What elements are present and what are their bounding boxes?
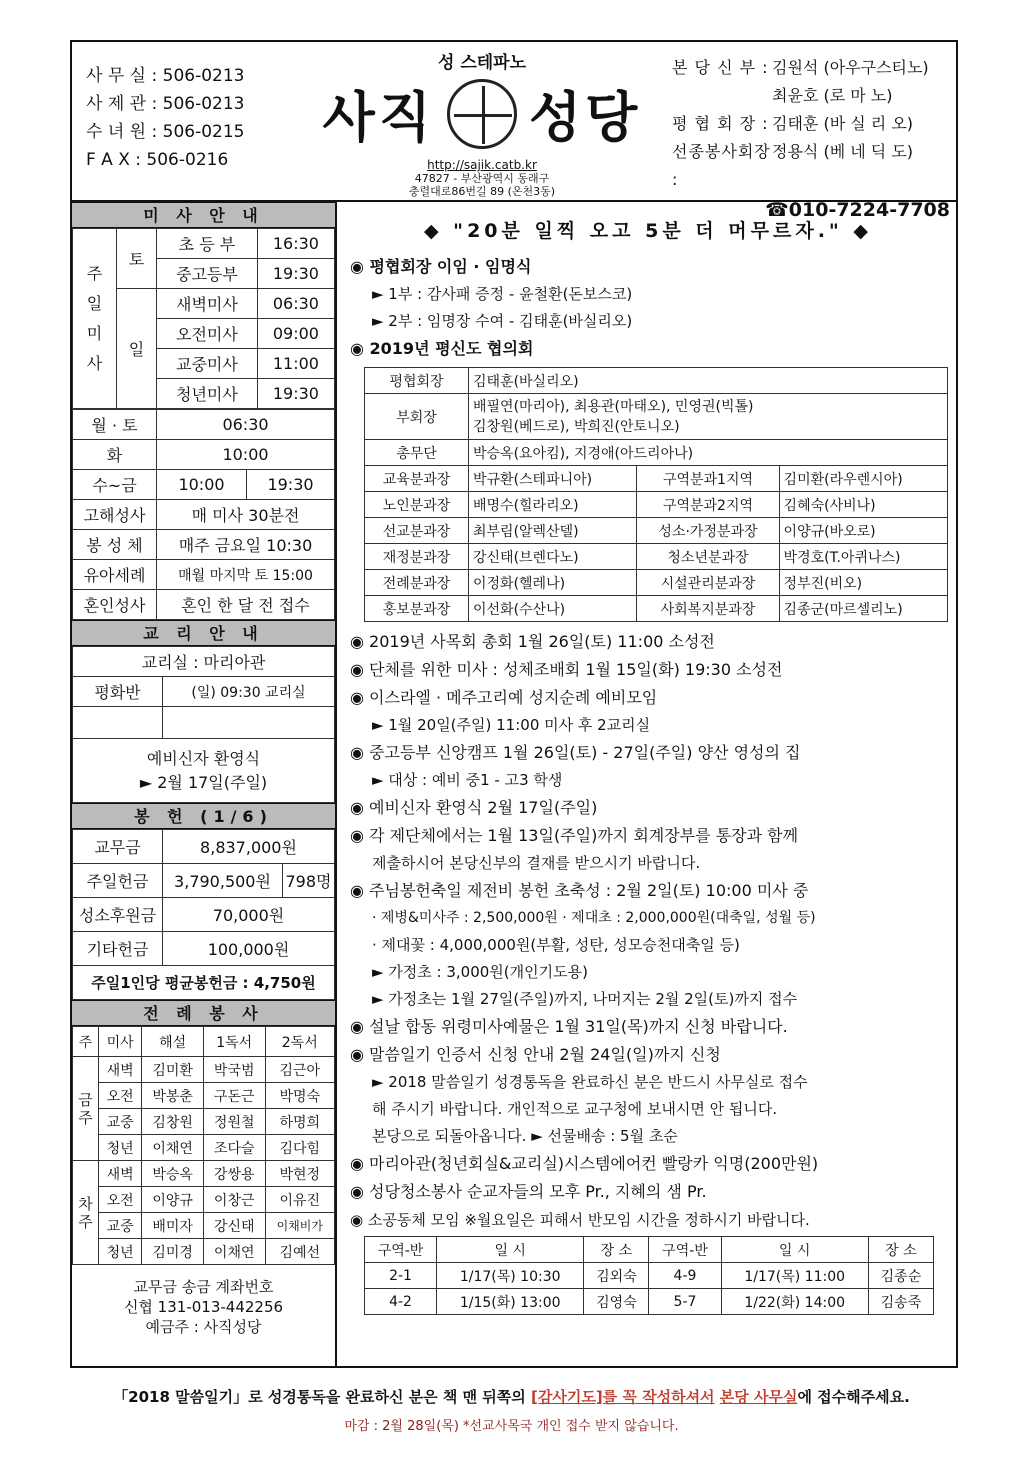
weekday-time: 10:00 xyxy=(157,470,247,500)
notice-sub: ► 2018 말씀일기 성경통독을 완료하신 분은 반드시 사무실로 접수 xyxy=(372,1073,808,1091)
offering-name: 주일헌금 xyxy=(73,864,163,898)
notice-sub: ► 2부 : 임명장 수여 - 김태훈(바실리오) xyxy=(372,312,633,330)
council-member: 이양규(바오로) xyxy=(779,518,947,544)
schedule-cell: 1/15(화) 13:00 xyxy=(437,1289,584,1315)
liturgy-section-title: 전 례 봉 사 xyxy=(72,1000,335,1026)
council-role: 성소·가정분과장 xyxy=(637,518,779,544)
council-row xyxy=(365,518,948,544)
liturgy-server: 김창원 xyxy=(142,1109,204,1135)
schedule-cell: 김영숙 xyxy=(584,1289,649,1315)
contact-list xyxy=(86,62,244,174)
schedule-header: 일 시 xyxy=(437,1237,584,1263)
contact-fax: F A X : 506-0216 xyxy=(86,150,229,170)
liturgy-mass: 새벽 xyxy=(99,1161,142,1187)
council-role: 노인분과장 xyxy=(365,492,469,518)
contact-rectory: 사 제 관 : 506-0213 xyxy=(86,94,245,114)
liturgy-week: 금주 xyxy=(73,1057,99,1161)
liturgy-server: 강쌍용 xyxy=(203,1161,265,1187)
notice-sub: 본당으로 되돌아옵니다. ► 선물배송 : 5월 초순 xyxy=(372,1127,678,1145)
catechism-room: 교리실 : 마리아관 xyxy=(73,647,335,677)
bulletin-page xyxy=(70,40,958,1368)
staff-row: 선종봉사회장 : 정용식 (베 네 딕 도) xyxy=(672,142,914,189)
liturgy-row xyxy=(73,1187,335,1213)
council-role: 선교분과장 xyxy=(365,518,469,544)
average-offering: 주일1인당 평균봉헌금 : 4,750원 xyxy=(73,966,335,1000)
schedule-header: 장 소 xyxy=(868,1237,933,1263)
council-member: 최부림(알렉산델) xyxy=(469,518,637,544)
liturgy-server: 이창근 xyxy=(203,1187,265,1213)
mass-name: 교중미사 xyxy=(157,349,258,379)
schedule-cell: 1/22(화) 14:00 xyxy=(721,1289,868,1315)
mass-name: 초 등 부 xyxy=(157,229,258,259)
council-row xyxy=(365,492,948,518)
staff-list xyxy=(672,54,950,224)
mass-time: 06:30 xyxy=(257,289,334,319)
notice-sub: ► 가정초는 1월 27일(주일)까지, 나머지는 2월 2일(토)까지 접수 xyxy=(372,990,798,1008)
offering-value: 8,837,000원 xyxy=(163,830,335,864)
liturgy-server: 이채연 xyxy=(203,1239,265,1265)
left-column xyxy=(72,202,337,1368)
liturgy-mass: 청년 xyxy=(99,1239,142,1265)
liturgy-header: 해설 xyxy=(142,1027,204,1057)
schedule-row xyxy=(365,1263,934,1289)
notice-item: ◉ 말씀일기 인증서 신청 안내 2월 24일(일)까지 신청 xyxy=(350,1045,721,1064)
council-member: 김태훈(바실리오) xyxy=(469,368,948,394)
schedule-cell: 김종순 xyxy=(868,1263,933,1289)
council-rows xyxy=(365,466,948,622)
weekday-name: 수~금 xyxy=(73,470,157,500)
council-member: 이선화(수산나) xyxy=(469,596,637,622)
liturgy-server: 김근아 xyxy=(265,1057,334,1083)
liturgy-server: 조다슬 xyxy=(203,1135,265,1161)
weekday-name: 화 xyxy=(73,440,157,470)
church-subtitle: 성 스테파노 xyxy=(437,53,527,73)
mass-time: 11:00 xyxy=(257,349,334,379)
council-member: 박승옥(요아킴), 지경애(아드리아나) xyxy=(469,440,948,466)
liturgy-header: 미사 xyxy=(99,1027,142,1057)
liturgy-mass: 교중 xyxy=(99,1213,142,1239)
sacrament-name: 고해성사 xyxy=(73,500,157,530)
mass-time: 16:30 xyxy=(257,229,334,259)
council-role: 평협회장 xyxy=(365,368,469,394)
offering-name: 기타헌금 xyxy=(73,932,163,966)
council-role: 홍보분과장 xyxy=(365,596,469,622)
mass-name: 중고등부 xyxy=(157,259,258,289)
council-row xyxy=(365,466,948,492)
notice-item: ◉ 예비신자 환영식 2월 17일(주일) xyxy=(350,798,598,817)
offering-value: 3,790,500원 xyxy=(163,864,283,898)
notice-item: ◉ 설날 합동 위령미사예물은 1월 31일(목)까지 신청 바랍니다. xyxy=(350,1017,788,1036)
schedule-cell: 1/17(목) 10:30 xyxy=(437,1263,584,1289)
mass-name: 오전미사 xyxy=(157,319,258,349)
weekday-time: 19:30 xyxy=(247,470,335,500)
council-role: 총무단 xyxy=(365,440,469,466)
liturgy-server: 정원철 xyxy=(203,1109,265,1135)
sacrament-name: 유아세례 xyxy=(73,560,157,590)
council-row xyxy=(365,570,948,596)
liturgy-server: 박봉춘 xyxy=(142,1083,204,1109)
mass-time: 19:30 xyxy=(257,379,334,409)
church-title-block xyxy=(302,42,662,198)
schedule-header: 일 시 xyxy=(721,1237,868,1263)
notice-item: ◉ 소공동체 모임 ※월요일은 피해서 반모임 시간을 정하시기 바랍니다. xyxy=(350,1211,810,1229)
website-link[interactable]: http://sajik.catb.kr xyxy=(427,158,537,172)
liturgy-server: 김미경 xyxy=(142,1239,204,1265)
liturgy-server: 김미환 xyxy=(142,1057,204,1083)
liturgy-row xyxy=(73,1109,335,1135)
council-member: 김혜숙(사비나) xyxy=(779,492,947,518)
liturgy-week: 차주 xyxy=(73,1161,99,1265)
catechism-section-title: 교 리 안 내 xyxy=(72,620,335,646)
bank-account: 교무금 송금 계좌번호 신협 131-013-442256 예금주 : 사직성당 xyxy=(123,1278,284,1336)
liturgy-row xyxy=(73,1057,335,1083)
liturgy-row xyxy=(73,1239,335,1265)
council-role: 부회장 xyxy=(365,394,469,440)
offering-name: 성소후원금 xyxy=(73,898,163,932)
staff-row: 평 협 회 장 : 김태훈 (바 실 리 오) xyxy=(672,114,914,133)
notice-item: ◉ 주님봉헌축일 제전비 봉헌 초축성 : 2월 2일(토) 10:00 미사 중 xyxy=(350,881,809,900)
liturgy-mass: 청년 xyxy=(99,1135,142,1161)
council-role: 청소년분과장 xyxy=(637,544,779,570)
council-role: 구역분과1지역 xyxy=(637,466,779,492)
weekday-mass-table xyxy=(72,409,335,620)
council-member: 정부진(비오) xyxy=(779,570,947,596)
weekday-name: 월 · 토 xyxy=(73,410,157,440)
liturgy-server: 이유진 xyxy=(265,1187,334,1213)
liturgy-server: 이채비가 xyxy=(265,1213,334,1239)
notice-item: ◉ 2019년 사목회 총회 1월 26일(토) 11:00 소성전 xyxy=(350,632,715,651)
offering-name: 교무금 xyxy=(73,830,163,864)
liturgy-server: 배미자 xyxy=(142,1213,204,1239)
council-member: 김종군(마르셀리노) xyxy=(779,596,947,622)
mass-table xyxy=(72,228,335,409)
schedule-header-row xyxy=(365,1237,934,1263)
council-member: 이정화(헬레나) xyxy=(469,570,637,596)
class-name: 평화반 xyxy=(73,677,163,707)
council-member: 박경호(T.아퀴나스) xyxy=(779,544,947,570)
notice-sub: 제출하시어 본당신부의 결재를 받으시기 바랍니다. xyxy=(372,854,701,872)
notice-sub: · 제대꽃 : 4,000,000원(부활, 성탄, 성모승천대축일 등) xyxy=(372,936,740,954)
liturgy-server: 하명희 xyxy=(265,1109,334,1135)
class-time: (일) 09:30 교리실 xyxy=(163,677,335,707)
liturgy-row xyxy=(73,1135,335,1161)
council-member: 김미환(라우렌시아) xyxy=(779,466,947,492)
notice-item: ◉ 마리아관(청년회실&교리실)시스템에어컨 빨랑카 익명(200만원) xyxy=(350,1154,819,1173)
offering-value: 70,000원 xyxy=(163,898,335,932)
offering-section-title: 봉 헌 (1/6) xyxy=(72,803,335,829)
contact-convent: 수 녀 원 : 506-0215 xyxy=(86,122,245,142)
notice-item: ◉ 단체를 위한 미사 : 성체조배회 1월 15일(화) 19:30 소성전 xyxy=(350,660,783,679)
council-member: 배명수(힐라리오) xyxy=(469,492,637,518)
council-row xyxy=(365,544,948,570)
footer-line-1: 「2018 말씀일기」로 성경통독을 완료하신 분은 책 맨 뒤쪽의 [감사기도]를 꼭 작성하셔서 본당 사무실에 접수해주세요. xyxy=(113,1388,910,1406)
sacrament-value: 혼인 한 달 전 접수 xyxy=(157,590,335,620)
liturgy-header: 2독서 xyxy=(265,1027,334,1057)
liturgy-server: 박국범 xyxy=(203,1057,265,1083)
saturday-label: 토 xyxy=(117,229,157,289)
liturgy-table xyxy=(72,1026,335,1265)
notice-sub: ► 1부 : 감사패 증정 - 윤철환(돈보스코) xyxy=(372,285,633,303)
notice-item: ◉ 평협회장 이임 · 임명식 xyxy=(350,257,532,276)
right-column xyxy=(340,202,956,1315)
council-member: 박규환(스테파니아) xyxy=(469,466,637,492)
liturgy-mass: 오전 xyxy=(99,1187,142,1213)
schedule-cell: 4-2 xyxy=(365,1289,437,1315)
weekday-time: 06:30 xyxy=(157,410,335,440)
council-table xyxy=(364,367,948,622)
offering-table xyxy=(72,829,335,1000)
notices xyxy=(340,253,956,1315)
liturgy-server: 이채연 xyxy=(142,1135,204,1161)
liturgy-header: 주 xyxy=(73,1027,99,1057)
liturgy-server: 박승옥 xyxy=(142,1161,204,1187)
liturgy-row xyxy=(73,1083,335,1109)
staff-row: 최윤호 (로 마 노) xyxy=(772,86,893,105)
liturgy-mass: 새벽 xyxy=(99,1057,142,1083)
sunday-label: 일 xyxy=(117,289,157,409)
footer-notice xyxy=(0,1386,1023,1434)
liturgy-row xyxy=(73,1213,335,1239)
attendance-count: 798명 xyxy=(283,864,335,898)
notice-item: ◉ 각 제단체에서는 1월 13일(주일)까지 회계장부를 통장과 함께 xyxy=(350,826,799,845)
mass-section-title: 미 사 안 내 xyxy=(72,202,335,228)
council-role: 교육분과장 xyxy=(365,466,469,492)
schedule-cell: 2-1 xyxy=(365,1263,437,1289)
council-role: 구역분과2지역 xyxy=(637,492,779,518)
notice-item: ◉ 2019년 평신도 협의회 xyxy=(350,339,534,358)
sacrament-name: 봉 성 체 xyxy=(73,530,157,560)
notice-item: ◉ 성당청소봉사 순교자들의 모후 Pr., 지혜의 샘 Pr. xyxy=(350,1182,707,1201)
mass-name: 새벽미사 xyxy=(157,289,258,319)
welcome-ceremony: 예비신자 환영식 ► 2월 17일(주일) xyxy=(73,739,335,803)
schedule-header: 구역-반 xyxy=(649,1237,721,1263)
schedule-cell: 김외숙 xyxy=(584,1263,649,1289)
footer-line-2: 마감 : 2월 28일(목) *선교사목국 개인 접수 받지 않습니다. xyxy=(344,1419,679,1434)
liturgy-server: 박현정 xyxy=(265,1161,334,1187)
mass-time: 19:30 xyxy=(257,259,334,289)
council-member: 강신태(브렌다노) xyxy=(469,544,637,570)
notice-sub: ► 가정초 : 3,000원(개인기도용) xyxy=(372,963,588,981)
weekday-time: 10:00 xyxy=(157,440,335,470)
staff-row: 본 당 신 부 : 김원석 (아우구스티노) xyxy=(672,58,929,77)
schedule-cell: 1/17(목) 11:00 xyxy=(721,1263,868,1289)
notice-sub: ► 1월 20일(주일) 11:00 미사 후 2교리실 xyxy=(372,716,651,734)
address-line-2: 충렬대로86번길 89 (온천3동) xyxy=(408,185,556,198)
church-title: 사직 성당 xyxy=(302,75,662,152)
council-role: 시설관리분과장 xyxy=(637,570,779,596)
sunday-mass-label: 주일미사 xyxy=(73,229,117,409)
contact-office: 사 무 실 : 506-0213 xyxy=(86,66,245,86)
offering-value: 100,000원 xyxy=(163,932,335,966)
liturgy-server: 강신태 xyxy=(203,1213,265,1239)
schedule-row xyxy=(365,1289,934,1315)
cross-logo-icon xyxy=(447,79,517,149)
mass-name: 청년미사 xyxy=(157,379,258,409)
schedule-cell: 4-9 xyxy=(649,1263,721,1289)
liturgy-header: 1독서 xyxy=(203,1027,265,1057)
schedule-cell: 김송죽 xyxy=(868,1289,933,1315)
mass-time: 09:00 xyxy=(257,319,334,349)
schedule-cell: 5-7 xyxy=(649,1289,721,1315)
notice-sub: · 제병&미사주 : 2,500,000원 · 제대초 : 2,000,000원(대축일, 성월 등) xyxy=(372,910,816,926)
council-role: 사회복지분과장 xyxy=(637,596,779,622)
sacrament-value: 매 미사 30분전 xyxy=(157,500,335,530)
liturgy-server: 구돈근 xyxy=(203,1083,265,1109)
liturgy-server: 박명숙 xyxy=(265,1083,334,1109)
motto: ◆ "20분 일찍 오고 5분 더 머무르자." ◆ xyxy=(423,220,873,242)
liturgy-mass: 교중 xyxy=(99,1109,142,1135)
sacrament-value: 매월 마지막 토 15:00 xyxy=(157,560,335,590)
liturgy-server: 김다힘 xyxy=(265,1135,334,1161)
council-row xyxy=(365,596,948,622)
notice-sub: ► 대상 : 예비 중1 - 고3 학생 xyxy=(372,771,563,789)
council-role: 전례분과장 xyxy=(365,570,469,596)
catechism-table xyxy=(72,646,335,803)
liturgy-row xyxy=(73,1161,335,1187)
liturgy-server: 김예선 xyxy=(265,1239,334,1265)
schedule-header: 구역-반 xyxy=(365,1237,437,1263)
council-role: 재정분과장 xyxy=(365,544,469,570)
address-line-1: 47827 - 부산광역시 동래구 xyxy=(414,172,550,185)
phone-number: ☎010-7224-7708 xyxy=(765,199,950,221)
sacrament-value: 매주 금요일 10:30 xyxy=(157,530,335,560)
community-schedule-table xyxy=(364,1236,934,1315)
schedule-header: 장 소 xyxy=(584,1237,649,1263)
notice-sub: 해 주시기 바랍니다. 개인적으로 교구청에 보내시면 안 됩니다. xyxy=(372,1100,778,1118)
sacrament-name: 혼인성사 xyxy=(73,590,157,620)
liturgy-mass: 오전 xyxy=(99,1083,142,1109)
notice-item: ◉ 중고등부 신앙캠프 1월 26일(토) - 27일(주일) 양산 영성의 집 xyxy=(350,743,801,762)
liturgy-server: 이양규 xyxy=(142,1187,204,1213)
notice-item: ◉ 이스라엘 · 메주고리예 성지순례 예비모임 xyxy=(350,688,658,707)
council-member: 배필연(마리아), 최용관(마태오), 민영권(빅톨) 김창원(베드로), 박희진(안토니오) xyxy=(469,394,948,440)
